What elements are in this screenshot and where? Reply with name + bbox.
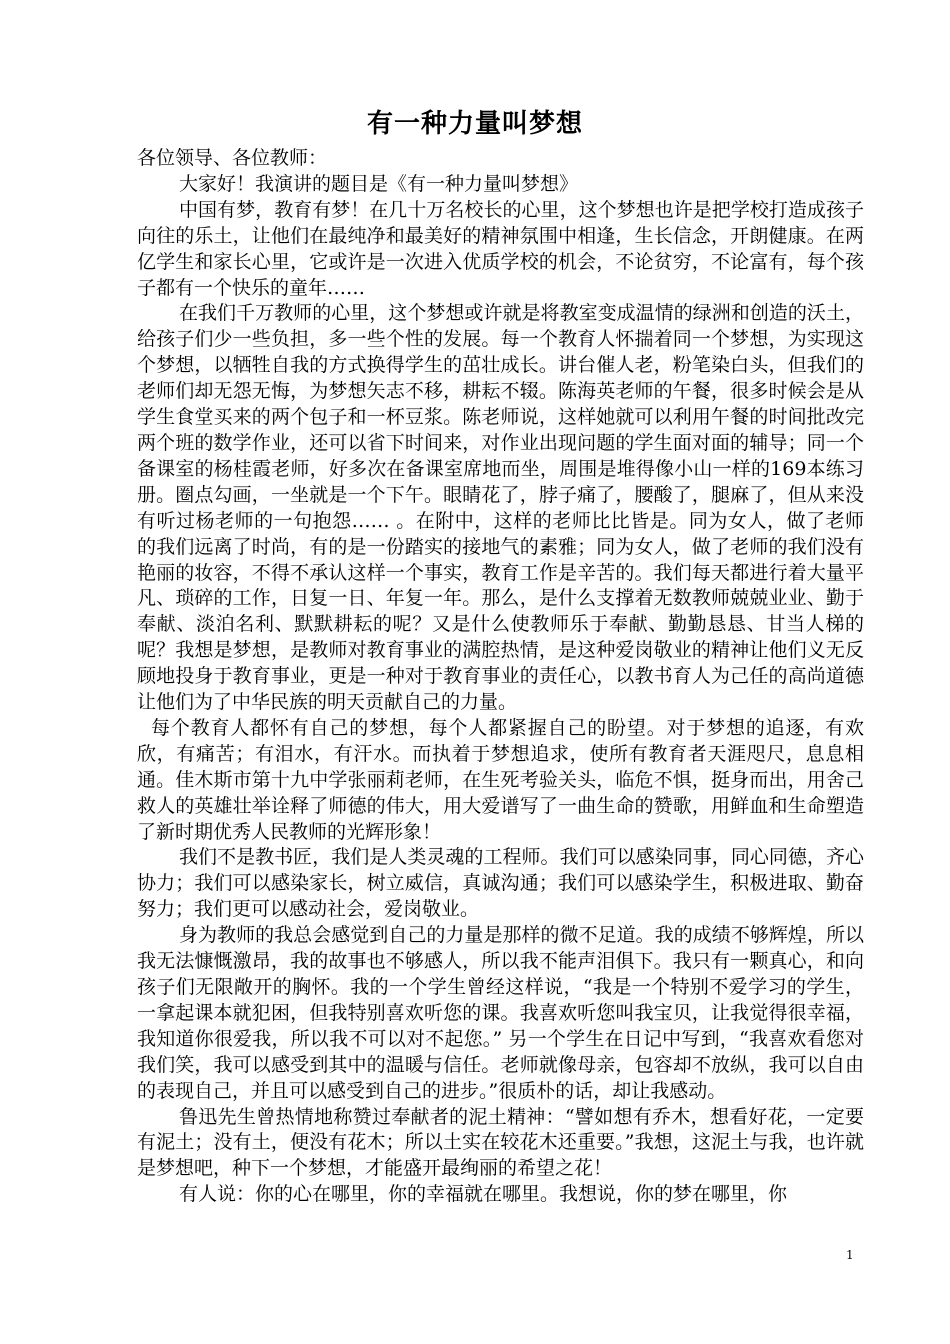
- paragraph-as-a-teacher: 身为教师的我总会感觉到自己的力量是那样的微不足道。我的成绩不够辉煌，所以我无法慷慨激昂，我的故事也不够感人，所以我不能声泪俱下。我只有一颗真心，和向孩子们无限敞开的胸怀。我的一个学生曾经这样说，“我是一个特别不爱学习的学生，一拿起课本就犯困，但我特别喜欢听您的课。我喜欢听您叫我宝贝，让我觉得很幸福，我知道你很爱我，所以我不可以对不起您。” 另一个学生在日记中写到，“我喜欢看您对我们笑，我可以感受到其中的温暖与信任。老师就像母亲，包容却不放纵，我可以自由的表现自己，并且可以感受到自己的进步。”很质朴的话，却让我感动。: [137, 924, 864, 1102]
- page-title: 有一种力量叫梦想: [366, 109, 583, 139]
- paragraph-every-educator: 每个教育人都怀有自己的梦想，每个人都紧握自己的盼望。对于梦想的追逐，有欢欣，有痛苦；有泪水，有汗水。而执着于梦想追求，使所有教育者天涯咫尺，息息相通。佳木斯市第十九中学张丽莉老师，在生死考验关头，临危不惧，挺身而出，用舍己救人的英雄壮举诠释了师德的伟大，用大爱谱写了一曲生命的赞歌，用鲜血和生命塑造了新时期优秀人民教师的光辉形象！: [137, 716, 864, 843]
- paragraph-teachers-dream: 在我们千万教师的心里，这个梦想或许就是将教室变成温情的绿洲和创造的沃土，给孩子们少一些负担，多一些个性的发展。每一个教育人怀揣着同一个梦想，为实现这个梦想，以牺牲自我的方式换得学生的茁壮成长。讲台催人老，粉笔染白头，但我们的老师们却无怨无悔，为梦想矢志不移，耕耘不辍。陈海英老师的午餐，很多时候会是从学生食堂买来的两个包子和一杯豆浆。陈老师说，这样她就可以利用午餐的时间批改完两个班的数学作业，还可以省下时间来，对作业出现问题的学生面对面的辅导；同一个备课室的杨桂霞老师，好多次在备课室席地而坐，周围是堆得像小山一样的169本练习册。圈点勾画，一坐就是一个下午。眼睛花了，脖子痛了，腰酸了，腿麻了，但从来没有听过杨老师的一句抱怨…… 。在附中，这样的老师比比皆是。同为女人，做了老师的我们远离了时尚，有的是一份踏实的接地气的素雅；同为女人，做了老师的我们没有艳丽的妆容，不得不承认这样一个事实，教育工作是辛苦的。我们每天都进行着大量平凡、琐碎的工作，日复一日、年复一年。那么，是什么支撑着无数教师兢兢业业、勤于奉献、淡泊名利、默默耕耘的呢？又是什么使教师乐于奉献、勤勤恳恳、甘当人梯的呢？我想是梦想，是教师对教育事业的满腔热情，是这种爱岗敬业的精神让他们义无反顾地投身于教育事业，更是一种对于教育事业的责任心，以教书育人为己任的高尚道德让他们为了中华民族的明天贡献自己的力量。: [137, 302, 864, 714]
- paragraph-where-is-your-dream: 有人说：你的心在哪里，你的幸福就在哪里。我想说，你的梦在哪里，你: [179, 1183, 788, 1206]
- paragraph-soul-engineers: 我们不是教书匠，我们是人类灵魂的工程师。我们可以感染同事，同心同德，齐心协力；我们可以感染家长，树立威信，真诚沟通；我们可以感染学生，积极进取、勤奋努力；我们更可以感动社会，爱岗敬业。: [137, 846, 864, 921]
- salutation: 各位领导、各位教师：: [137, 147, 328, 169]
- paragraph-china-dream: 中国有梦，教育有梦！在几十万名校长的心里，这个梦想也许是把学校打造成孩子向往的乐土，让他们在最纯净和最美好的精神氛围中相逢，生长信念，开朗健康。在两亿学生和家长心里，它或许是一次进入优质学校的机会，不论贫穷，不论富有，每个孩子都有一个快乐的童年……: [137, 198, 864, 299]
- page-number: 1: [846, 1248, 854, 1262]
- speech-body: [137, 146, 864, 1208]
- paragraph-lu-xun-quote: 鲁迅先生曾热情地称赞过奉献者的泥土精神：“譬如想有乔木，想看好花，一定要有泥土；没有土，便没有花木；所以土实在较花木还重要。”我想，这泥土与我，也许就是梦想吧，种下一个梦想，才能盛开最绚丽的希望之花！: [137, 1105, 864, 1180]
- paragraph-greeting: 大家好！我演讲的题目是《有一种力量叫梦想》: [179, 172, 579, 195]
